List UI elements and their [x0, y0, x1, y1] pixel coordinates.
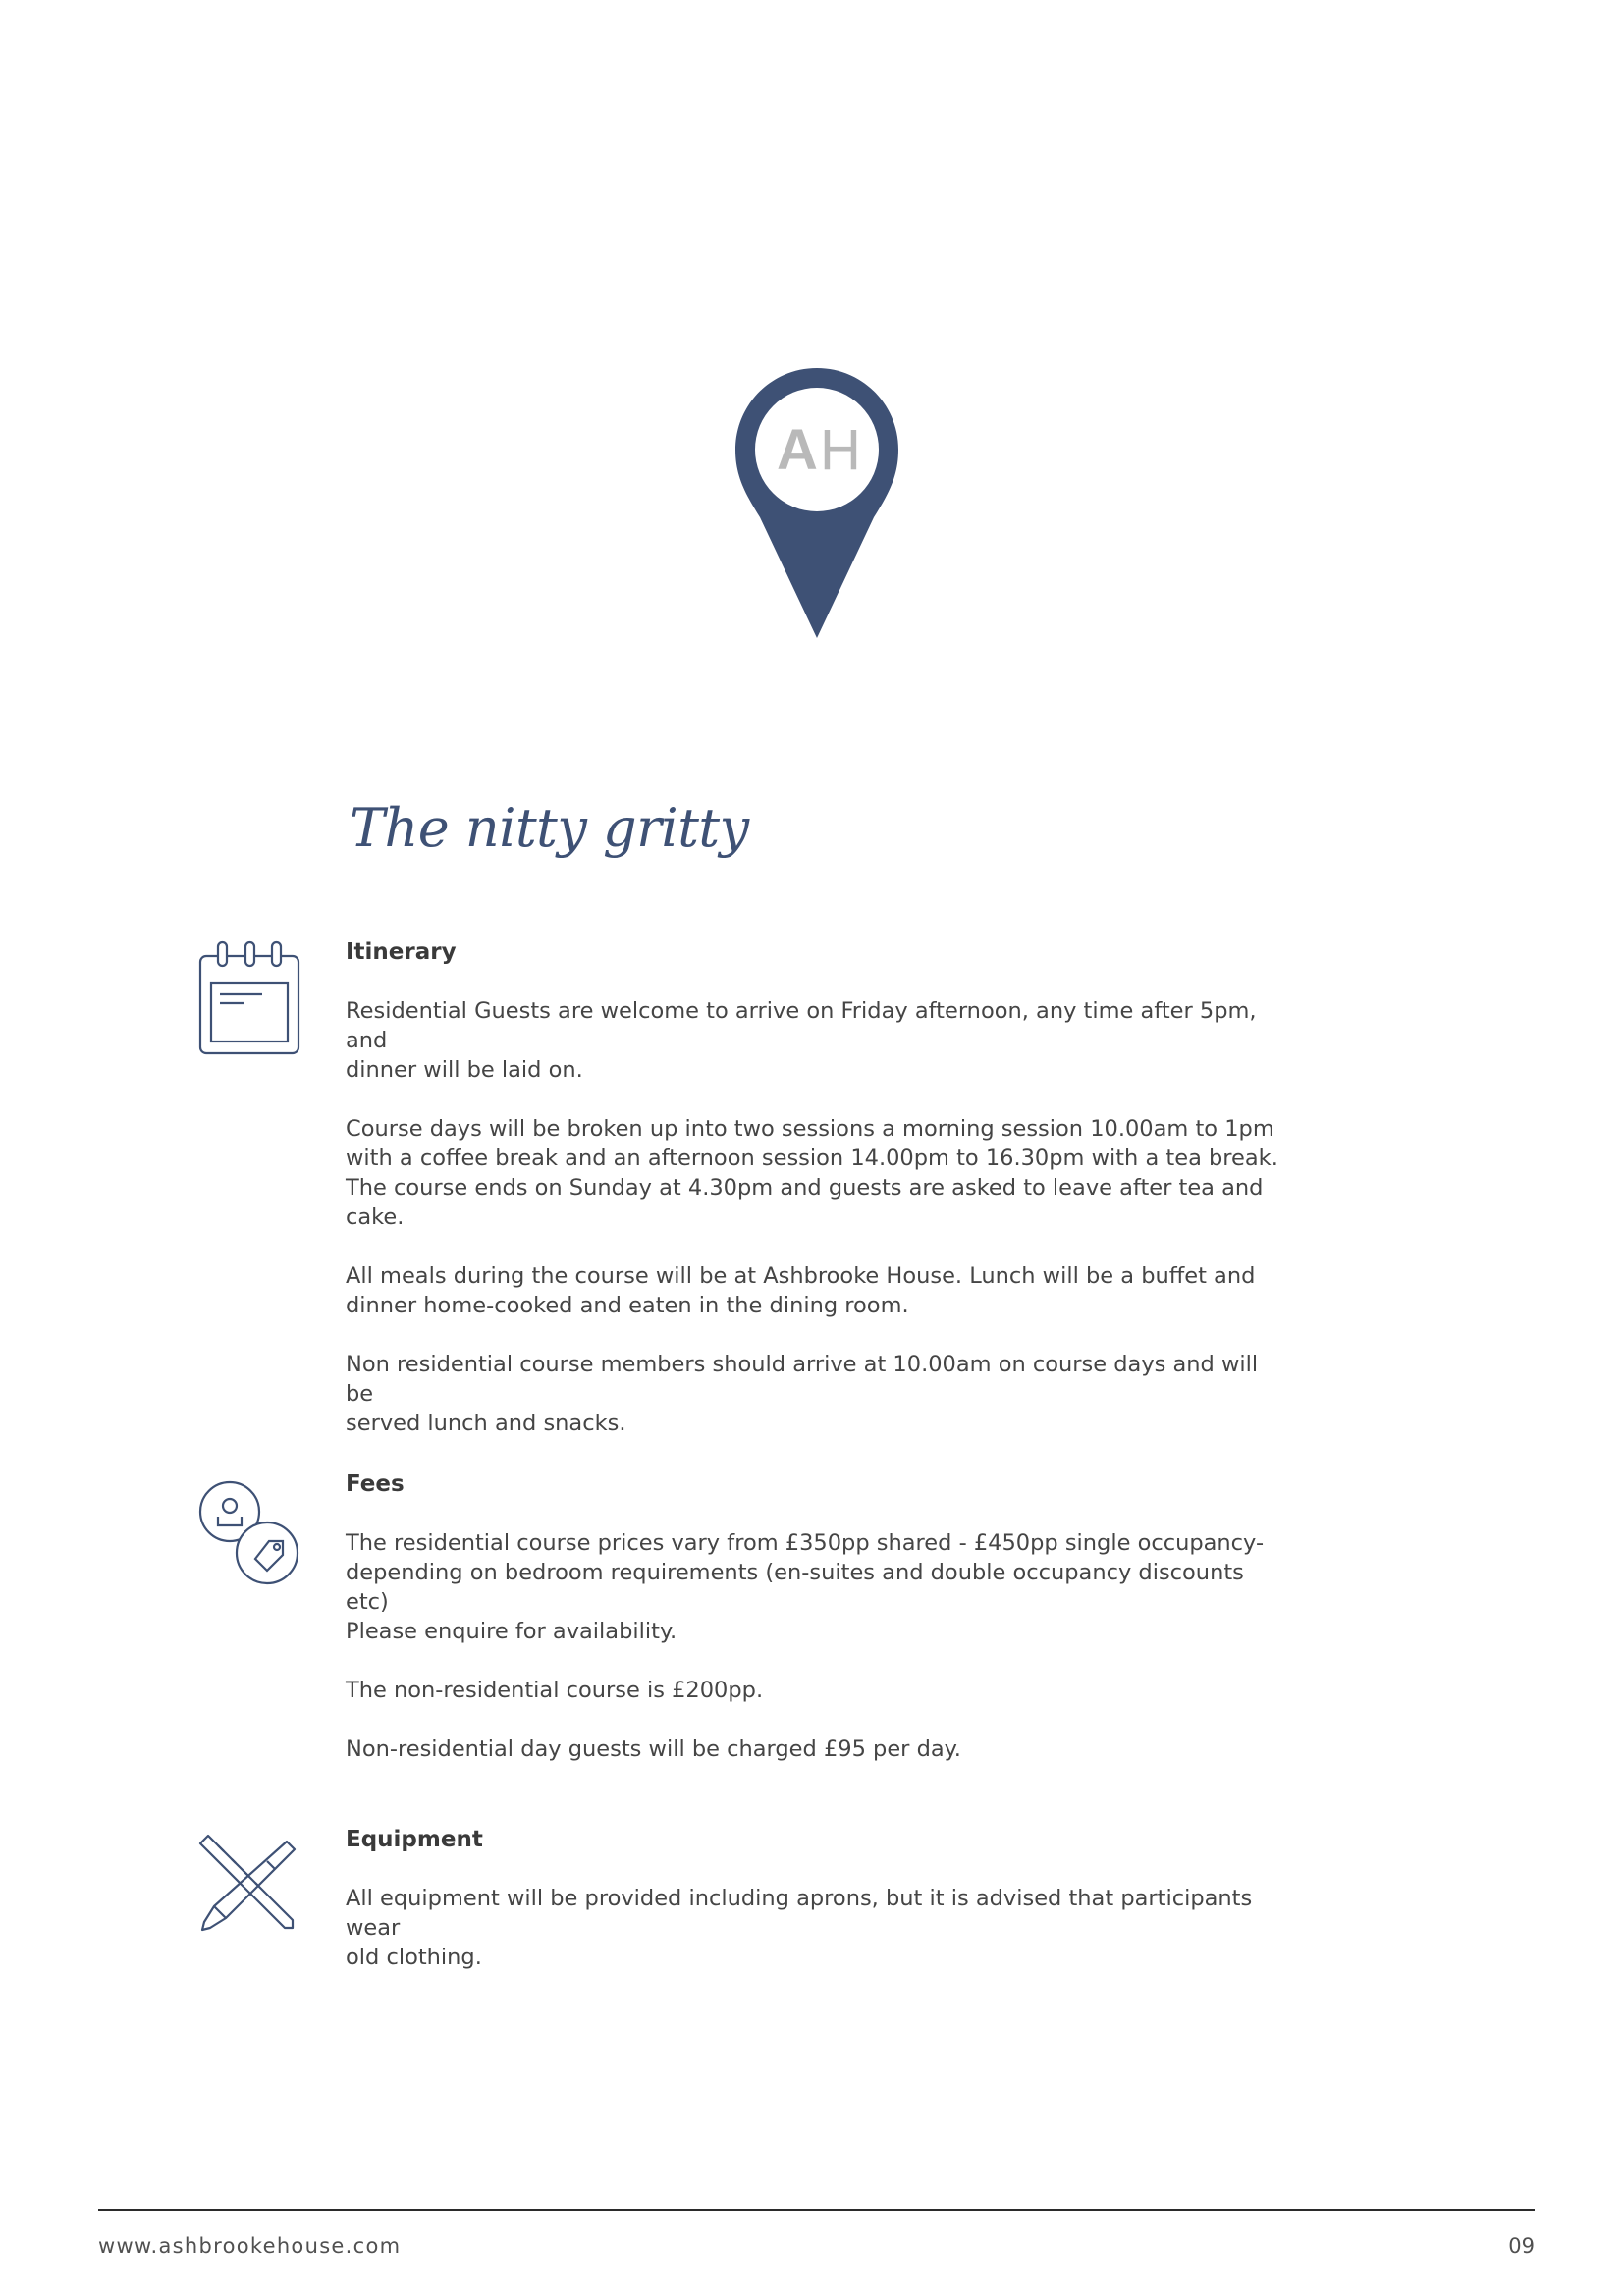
section-equipment: [346, 1825, 1288, 2002]
footer-divider: [98, 2209, 1535, 2211]
paragraph: All equipment will be provided including aprons, but it is advised that participants wear old clothing.: [346, 1886, 1253, 1970]
page-title: The nitty gritty: [350, 797, 749, 859]
paragraph: Non residential course members should arrive at 10.00am on course days and will be served lunch and snacks.: [346, 1352, 1259, 1436]
location-pin-logo: [735, 368, 898, 638]
page-number: 09: [1508, 2234, 1535, 2258]
monogram-h: H: [820, 418, 861, 482]
section-heading: Equipment: [346, 1827, 483, 1852]
calendar-icon: [198, 940, 300, 1056]
paragraph: Residential Guests are welcome to arrive on Friday afternoon, any time after 5pm, and dinner will be laid on.: [346, 998, 1257, 1083]
section-fees: [346, 1469, 1288, 1793]
section-itinerary: [346, 937, 1288, 1468]
paragraph: The non-residential course is £200pp.: [346, 1678, 764, 1703]
person-price-tag-icon: [198, 1480, 300, 1586]
paragraph: Non-residential day guests will be charged £95 per day.: [346, 1736, 961, 1762]
paragraph: Course days will be broken up into two sessions a morning session 10.00am to 1pm with a coffee break and an afternoon session 14.00pm to 16.30pm with a tea break. The course ends on Sunday at 4.30pm and guests are asked to leave after tea and cake.: [346, 1116, 1278, 1230]
footer-url[interactable]: www.ashbrookehouse.com: [98, 2234, 402, 2258]
paragraph: The residential course prices vary from £350pp shared - £450pp single occupancy- depending on bedroom requirements (en-suites and double occupancy discounts etc) Please enquire for availability.: [346, 1530, 1265, 1644]
paragraph: All meals during the course will be at Ashbrooke House. Lunch will be a buffet and dinner home-cooked and eaten in the dining room.: [346, 1263, 1256, 1318]
section-heading: Fees: [346, 1471, 405, 1497]
pencil-ruler-brush-icon: [198, 1834, 300, 1936]
monogram-a: A: [777, 418, 818, 482]
section-heading: Itinerary: [346, 939, 457, 965]
